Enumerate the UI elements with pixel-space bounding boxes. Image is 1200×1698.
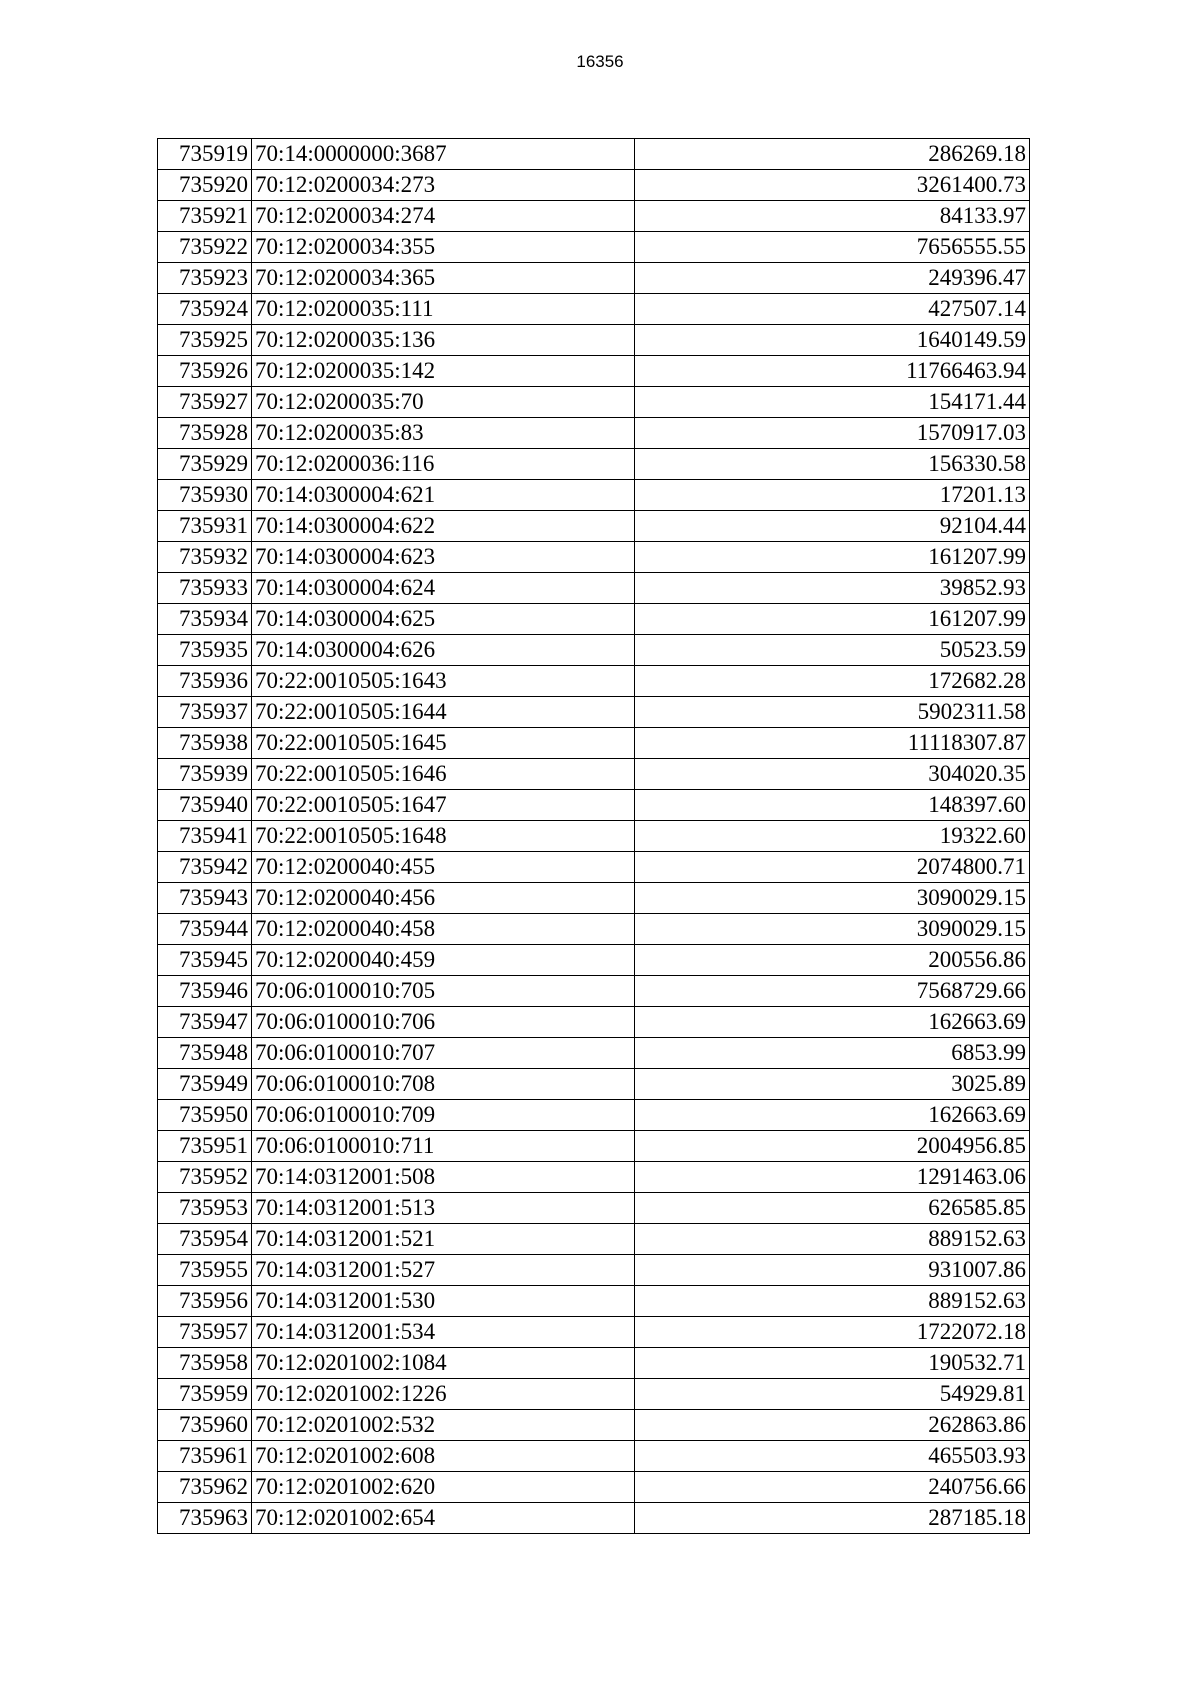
cadastral-value-cell: 1722072.18 [635, 1317, 1030, 1348]
cadastral-number-cell: 70:12:0200040:458 [252, 914, 635, 945]
row-number-cell: 735939 [158, 759, 252, 790]
cadastral-number-cell: 70:22:0010505:1648 [252, 821, 635, 852]
cadastral-value-cell: 1291463.06 [635, 1162, 1030, 1193]
table-row [158, 1410, 1030, 1441]
table-row [158, 1007, 1030, 1038]
cadastral-value-cell: 262863.86 [635, 1410, 1030, 1441]
table-row [158, 790, 1030, 821]
cadastral-value-cell: 172682.28 [635, 666, 1030, 697]
cadastral-number-cell: 70:12:0200034:365 [252, 263, 635, 294]
cadastral-number-cell: 70:12:0200034:274 [252, 201, 635, 232]
cadastral-value-cell: 156330.58 [635, 449, 1030, 480]
row-number-cell: 735942 [158, 852, 252, 883]
cadastral-number-cell: 70:14:0300004:621 [252, 480, 635, 511]
cadastral-value-cell: 39852.93 [635, 573, 1030, 604]
cadastral-number-cell: 70:14:0300004:624 [252, 573, 635, 604]
cadastral-value-cell: 465503.93 [635, 1441, 1030, 1472]
cadastral-value-cell: 3025.89 [635, 1069, 1030, 1100]
cadastral-value-cell: 54929.81 [635, 1379, 1030, 1410]
cadastral-value-cell: 3090029.15 [635, 914, 1030, 945]
row-number-cell: 735932 [158, 542, 252, 573]
cadastral-value-cell: 190532.71 [635, 1348, 1030, 1379]
cadastral-number-cell: 70:14:0300004:625 [252, 604, 635, 635]
row-number-cell: 735957 [158, 1317, 252, 1348]
row-number-cell: 735955 [158, 1255, 252, 1286]
cadastral-value-cell: 2004956.85 [635, 1131, 1030, 1162]
cadastral-number-cell: 70:14:0300004:626 [252, 635, 635, 666]
cadastral-number-cell: 70:06:0100010:709 [252, 1100, 635, 1131]
cadastral-number-cell: 70:12:0200040:456 [252, 883, 635, 914]
cadastral-number-cell: 70:06:0100010:705 [252, 976, 635, 1007]
table-row [158, 1317, 1030, 1348]
cadastral-number-cell: 70:14:0000000:3687 [252, 139, 635, 170]
table-row [158, 1224, 1030, 1255]
table-row [158, 294, 1030, 325]
table-row [158, 852, 1030, 883]
cadastral-value-cell: 286269.18 [635, 139, 1030, 170]
row-number-cell: 735927 [158, 387, 252, 418]
cadastral-value-cell: 154171.44 [635, 387, 1030, 418]
cadastral-number-cell: 70:06:0100010:708 [252, 1069, 635, 1100]
table-row [158, 1255, 1030, 1286]
row-number-cell: 735935 [158, 635, 252, 666]
table-row [158, 356, 1030, 387]
row-number-cell: 735948 [158, 1038, 252, 1069]
table-row [158, 821, 1030, 852]
cadastral-value-cell: 889152.63 [635, 1224, 1030, 1255]
cadastral-number-cell: 70:14:0300004:623 [252, 542, 635, 573]
table-row [158, 1286, 1030, 1317]
cadastral-number-cell: 70:12:0201002:654 [252, 1503, 635, 1534]
row-number-cell: 735963 [158, 1503, 252, 1534]
row-number-cell: 735960 [158, 1410, 252, 1441]
table-row [158, 914, 1030, 945]
table-row [158, 1472, 1030, 1503]
cadastral-value-cell: 50523.59 [635, 635, 1030, 666]
row-number-cell: 735949 [158, 1069, 252, 1100]
cadastral-number-cell: 70:06:0100010:706 [252, 1007, 635, 1038]
table-row [158, 945, 1030, 976]
row-number-cell: 735943 [158, 883, 252, 914]
cadastral-value-cell: 1640149.59 [635, 325, 1030, 356]
cadastral-number-cell: 70:12:0201002:620 [252, 1472, 635, 1503]
cadastral-number-cell: 70:12:0201002:1226 [252, 1379, 635, 1410]
cadastral-value-cell: 5902311.58 [635, 697, 1030, 728]
row-number-cell: 735929 [158, 449, 252, 480]
row-number-cell: 735924 [158, 294, 252, 325]
row-number-cell: 735920 [158, 170, 252, 201]
row-number-cell: 735959 [158, 1379, 252, 1410]
cadastral-number-cell: 70:14:0312001:513 [252, 1193, 635, 1224]
row-number-cell: 735961 [158, 1441, 252, 1472]
row-number-cell: 735945 [158, 945, 252, 976]
table-row [158, 1100, 1030, 1131]
row-number-cell: 735921 [158, 201, 252, 232]
row-number-cell: 735926 [158, 356, 252, 387]
row-number-cell: 735947 [158, 1007, 252, 1038]
cadastral-value-cell: 6853.99 [635, 1038, 1030, 1069]
cadastral-value-cell: 7568729.66 [635, 976, 1030, 1007]
table-row [158, 759, 1030, 790]
cadastral-number-cell: 70:12:0200040:455 [252, 852, 635, 883]
table-row [158, 728, 1030, 759]
cadastral-number-cell: 70:12:0200035:111 [252, 294, 635, 325]
row-number-cell: 735944 [158, 914, 252, 945]
row-number-cell: 735956 [158, 1286, 252, 1317]
cadastral-number-cell: 70:14:0312001:521 [252, 1224, 635, 1255]
table-row [158, 139, 1030, 170]
table-row [158, 1348, 1030, 1379]
cadastral-number-cell: 70:12:0200034:355 [252, 232, 635, 263]
cadastral-value-cell: 304020.35 [635, 759, 1030, 790]
row-number-cell: 735938 [158, 728, 252, 759]
row-number-cell: 735954 [158, 1224, 252, 1255]
cadastral-value-cell: 240756.66 [635, 1472, 1030, 1503]
cadastral-number-cell: 70:22:0010505:1647 [252, 790, 635, 821]
row-number-cell: 735928 [158, 418, 252, 449]
table-body [158, 139, 1030, 1534]
row-number-cell: 735946 [158, 976, 252, 1007]
cadastral-value-cell: 2074800.71 [635, 852, 1030, 883]
cadastral-value-cell: 3090029.15 [635, 883, 1030, 914]
row-number-cell: 735958 [158, 1348, 252, 1379]
cadastral-number-cell: 70:12:0200040:459 [252, 945, 635, 976]
table-row [158, 976, 1030, 1007]
table-row [158, 1162, 1030, 1193]
table-row [158, 542, 1030, 573]
cadastral-value-cell: 19322.60 [635, 821, 1030, 852]
cadastral-value-cell: 162663.69 [635, 1100, 1030, 1131]
page-number: 16356 [576, 52, 624, 71]
row-number-cell: 735936 [158, 666, 252, 697]
cadastral-number-cell: 70:14:0300004:622 [252, 511, 635, 542]
row-number-cell: 735925 [158, 325, 252, 356]
cadastral-number-cell: 70:22:0010505:1645 [252, 728, 635, 759]
cadastral-number-cell: 70:12:0201002:608 [252, 1441, 635, 1472]
table-row [158, 635, 1030, 666]
cadastral-number-cell: 70:12:0200035:83 [252, 418, 635, 449]
cadastral-value-cell: 17201.13 [635, 480, 1030, 511]
cadastral-number-cell: 70:12:0201002:1084 [252, 1348, 635, 1379]
row-number-cell: 735951 [158, 1131, 252, 1162]
row-number-cell: 735940 [158, 790, 252, 821]
row-number-cell: 735919 [158, 139, 252, 170]
row-number-cell: 735930 [158, 480, 252, 511]
cadastral-value-cell: 626585.85 [635, 1193, 1030, 1224]
cadastral-number-cell: 70:12:0200034:273 [252, 170, 635, 201]
cadastral-value-cell: 3261400.73 [635, 170, 1030, 201]
row-number-cell: 735933 [158, 573, 252, 604]
row-number-cell: 735953 [158, 1193, 252, 1224]
cadastral-value-table [157, 138, 1030, 1534]
table-row [158, 1441, 1030, 1472]
table-row [158, 232, 1030, 263]
cadastral-number-cell: 70:12:0200035:142 [252, 356, 635, 387]
row-number-cell: 735931 [158, 511, 252, 542]
table-row [158, 1503, 1030, 1534]
cadastral-value-cell: 11118307.87 [635, 728, 1030, 759]
cadastral-number-cell: 70:12:0200035:70 [252, 387, 635, 418]
cadastral-value-cell: 7656555.55 [635, 232, 1030, 263]
cadastral-value-cell: 162663.69 [635, 1007, 1030, 1038]
table-row [158, 666, 1030, 697]
cadastral-value-cell: 249396.47 [635, 263, 1030, 294]
table-row [158, 604, 1030, 635]
cadastral-number-cell: 70:22:0010505:1643 [252, 666, 635, 697]
cadastral-value-cell: 427507.14 [635, 294, 1030, 325]
cadastral-number-cell: 70:12:0200035:136 [252, 325, 635, 356]
cadastral-value-cell: 84133.97 [635, 201, 1030, 232]
cadastral-number-cell: 70:06:0100010:707 [252, 1038, 635, 1069]
row-number-cell: 735962 [158, 1472, 252, 1503]
cadastral-value-cell: 11766463.94 [635, 356, 1030, 387]
cadastral-value-cell: 287185.18 [635, 1503, 1030, 1534]
table-row [158, 418, 1030, 449]
cadastral-value-cell: 161207.99 [635, 604, 1030, 635]
table-row [158, 697, 1030, 728]
table-row [158, 201, 1030, 232]
table-row [158, 325, 1030, 356]
row-number-cell: 735950 [158, 1100, 252, 1131]
table-row [158, 883, 1030, 914]
table-row [158, 1379, 1030, 1410]
row-number-cell: 735937 [158, 697, 252, 728]
cadastral-number-cell: 70:12:0200036:116 [252, 449, 635, 480]
row-number-cell: 735922 [158, 232, 252, 263]
row-number-cell: 735941 [158, 821, 252, 852]
cadastral-number-cell: 70:14:0312001:508 [252, 1162, 635, 1193]
cadastral-value-cell: 931007.86 [635, 1255, 1030, 1286]
table-row [158, 480, 1030, 511]
table-row [158, 1193, 1030, 1224]
cadastral-value-cell: 148397.60 [635, 790, 1030, 821]
table-row [158, 449, 1030, 480]
table-row [158, 387, 1030, 418]
cadastral-number-cell: 70:22:0010505:1646 [252, 759, 635, 790]
cadastral-value-cell: 1570917.03 [635, 418, 1030, 449]
cadastral-value-cell: 161207.99 [635, 542, 1030, 573]
table-row [158, 1038, 1030, 1069]
cadastral-number-cell: 70:06:0100010:711 [252, 1131, 635, 1162]
cadastral-value-cell: 92104.44 [635, 511, 1030, 542]
cadastral-number-cell: 70:14:0312001:530 [252, 1286, 635, 1317]
table-row [158, 1069, 1030, 1100]
table-row [158, 263, 1030, 294]
cadastral-number-cell: 70:14:0312001:534 [252, 1317, 635, 1348]
cadastral-value-cell: 200556.86 [635, 945, 1030, 976]
cadastral-value-cell: 889152.63 [635, 1286, 1030, 1317]
table-row [158, 170, 1030, 201]
cadastral-number-cell: 70:12:0201002:532 [252, 1410, 635, 1441]
row-number-cell: 735923 [158, 263, 252, 294]
table-row [158, 573, 1030, 604]
row-number-cell: 735934 [158, 604, 252, 635]
row-number-cell: 735952 [158, 1162, 252, 1193]
table-row [158, 511, 1030, 542]
cadastral-number-cell: 70:14:0312001:527 [252, 1255, 635, 1286]
cadastral-number-cell: 70:22:0010505:1644 [252, 697, 635, 728]
table-row [158, 1131, 1030, 1162]
